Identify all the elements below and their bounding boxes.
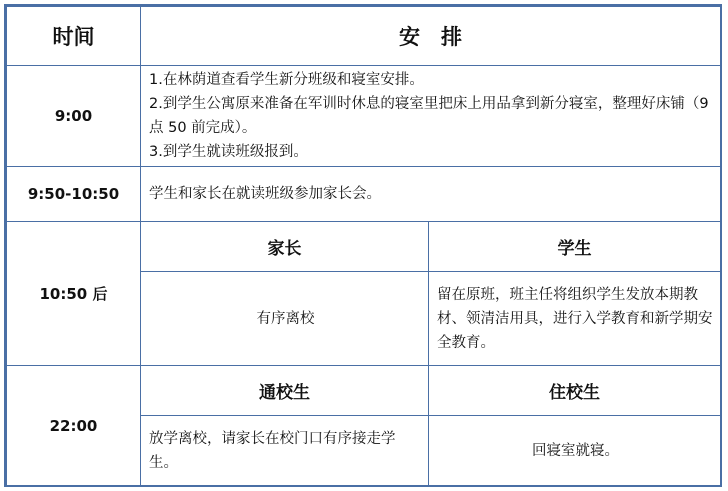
header-time: 时间 — [7, 7, 141, 66]
time-cell: 9:50-10:50 — [7, 167, 141, 222]
schedule-table — [6, 6, 721, 486]
subheader-day-students: 通校生 — [141, 366, 429, 416]
time-cell: 22:00 — [7, 366, 141, 486]
parents-cell: 有序离校 — [141, 272, 429, 366]
subheader-students: 学生 — [429, 222, 721, 272]
row-22-00-head — [7, 366, 721, 416]
students-cell: 留在原班，班主任将组织学生发放本期教材、领清洁用具，进行入学教育和新学期安全教育。 — [429, 272, 721, 366]
day-students-cell: 放学离校，请家长在校门口有序接走学生。 — [141, 416, 429, 486]
arrangement-line: 1.在林荫道查看学生新分班级和寝室安排。 — [149, 72, 424, 88]
arrangement-cell: 学生和家长在就读班级参加家长会。 — [141, 167, 721, 222]
schedule-table-frame — [4, 4, 722, 487]
row-9-00 — [7, 66, 721, 167]
header-arrangement: 安 排 — [141, 7, 721, 66]
header-row — [7, 7, 721, 66]
subheader-boarders: 住校生 — [429, 366, 721, 416]
arrangement-line: 3.到学生就读班级报到。 — [149, 144, 308, 160]
boarders-cell: 回寝室就寝。 — [429, 416, 721, 486]
arrangement-cell — [141, 66, 721, 167]
arrangement-line: 2.到学生公寓原来准备在军训时休息的寝室里把床上用品拿到新分寝室，整理好床铺（9 点 50 前完成）。 — [149, 96, 709, 136]
subheader-parents: 家长 — [141, 222, 429, 272]
row-10-50-head — [7, 222, 721, 272]
time-cell: 9:00 — [7, 66, 141, 167]
row-9-50 — [7, 167, 721, 222]
time-cell: 10:50 后 — [7, 222, 141, 366]
